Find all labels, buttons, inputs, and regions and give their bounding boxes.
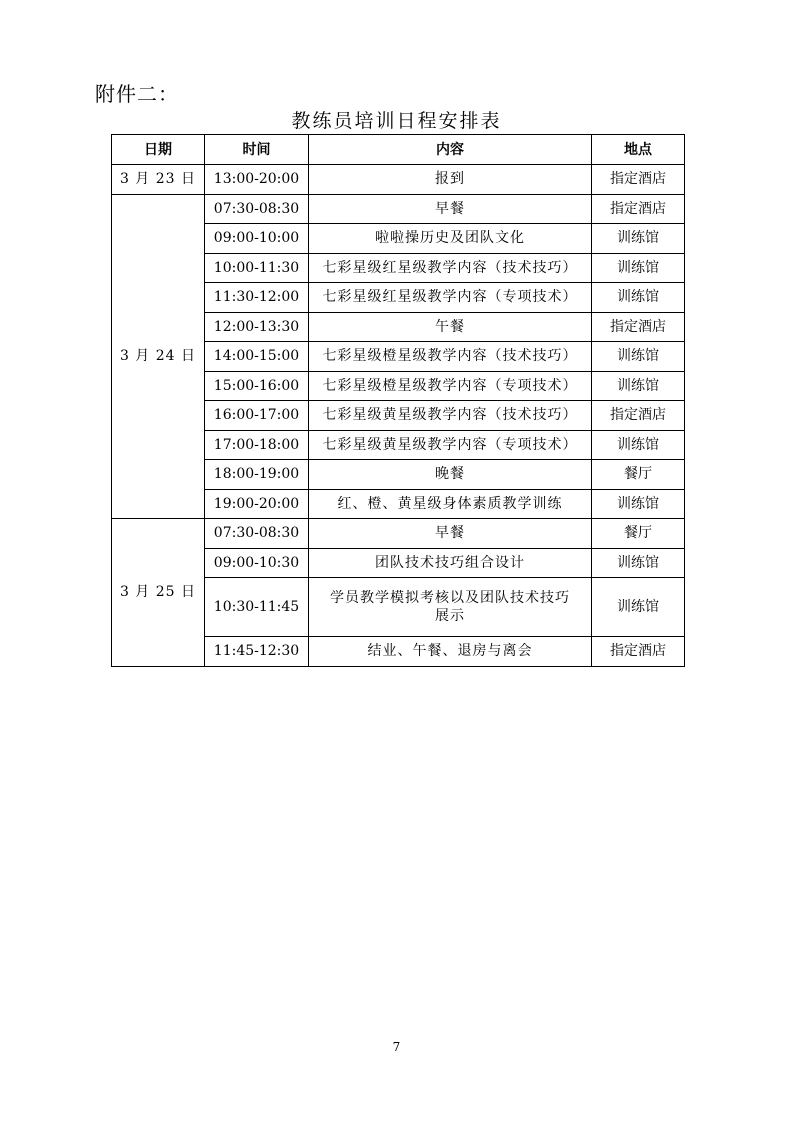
- location-cell: 指定酒店: [592, 194, 685, 224]
- location-cell: 餐厅: [592, 460, 685, 490]
- column-header-location: 地点: [592, 135, 685, 165]
- content-cell: 团队技术技巧组合设计: [309, 548, 592, 578]
- content-cell: 七彩星级黄星级教学内容（技术技巧）: [309, 401, 592, 431]
- time-cell: 12:00-13:30: [205, 312, 309, 342]
- content-cell: 早餐: [309, 519, 592, 549]
- time-cell: 09:00-10:30: [205, 548, 309, 578]
- content-cell: 结业、午餐、退房与离会: [309, 637, 592, 667]
- time-cell: 15:00-16:00: [205, 371, 309, 401]
- time-cell: 16:00-17:00: [205, 401, 309, 431]
- content-cell: 晚餐: [309, 460, 592, 490]
- location-cell: 训练馆: [592, 578, 685, 637]
- content-cell: 学员教学模拟考核以及团队技术技巧展示: [309, 578, 592, 637]
- schedule-table: [111, 134, 685, 667]
- time-cell: 18:00-19:00: [205, 460, 309, 490]
- column-header-time: 时间: [205, 135, 309, 165]
- location-cell: 训练馆: [592, 430, 685, 460]
- time-cell: 11:45-12:30: [205, 637, 309, 667]
- time-cell: 07:30-08:30: [205, 519, 309, 549]
- page-number: 7: [392, 1040, 401, 1054]
- time-cell: 07:30-08:30: [205, 194, 309, 224]
- time-cell: 13:00-20:00: [205, 165, 309, 195]
- content-cell: 报到: [309, 165, 592, 195]
- location-cell: 指定酒店: [592, 165, 685, 195]
- location-cell: 训练馆: [592, 342, 685, 372]
- table-row: [112, 519, 685, 549]
- column-header-date: 日期: [112, 135, 205, 165]
- location-cell: 训练馆: [592, 548, 685, 578]
- time-cell: 09:00-10:00: [205, 224, 309, 254]
- date-cell: 3 月 25 日: [112, 519, 205, 667]
- content-cell: 七彩星级黄星级教学内容（专项技术）: [309, 430, 592, 460]
- time-cell: 11:30-12:00: [205, 283, 309, 313]
- time-cell: 19:00-20:00: [205, 489, 309, 519]
- location-cell: 训练馆: [592, 224, 685, 254]
- column-header-content: 内容: [309, 135, 592, 165]
- content-cell: 早餐: [309, 194, 592, 224]
- page-title: 教练员培训日程安排表: [291, 110, 502, 132]
- attachment-label: 附件二：: [95, 82, 179, 106]
- location-cell: 训练馆: [592, 253, 685, 283]
- time-cell: 10:00-11:30: [205, 253, 309, 283]
- date-cell: 3 月 24 日: [112, 194, 205, 519]
- table-header-row: [112, 135, 685, 165]
- location-cell: 训练馆: [592, 371, 685, 401]
- location-cell: 指定酒店: [592, 637, 685, 667]
- content-cell: 七彩星级橙星级教学内容（技术技巧）: [309, 342, 592, 372]
- content-cell: 啦啦操历史及团队文化: [309, 224, 592, 254]
- time-cell: 17:00-18:00: [205, 430, 309, 460]
- location-cell: 指定酒店: [592, 401, 685, 431]
- table-row: [112, 165, 685, 195]
- content-cell: 午餐: [309, 312, 592, 342]
- date-cell: 3 月 23 日: [112, 165, 205, 195]
- location-cell: 训练馆: [592, 283, 685, 313]
- content-cell: 七彩星级红星级教学内容（技术技巧）: [309, 253, 592, 283]
- content-cell: 红、橙、黄星级身体素质教学训练: [309, 489, 592, 519]
- time-cell: 14:00-15:00: [205, 342, 309, 372]
- location-cell: 餐厅: [592, 519, 685, 549]
- table-row: [112, 194, 685, 224]
- content-cell: 七彩星级红星级教学内容（专项技术）: [309, 283, 592, 313]
- time-cell: 10:30-11:45: [205, 578, 309, 637]
- content-cell: 七彩星级橙星级教学内容（专项技术）: [309, 371, 592, 401]
- location-cell: 指定酒店: [592, 312, 685, 342]
- location-cell: 训练馆: [592, 489, 685, 519]
